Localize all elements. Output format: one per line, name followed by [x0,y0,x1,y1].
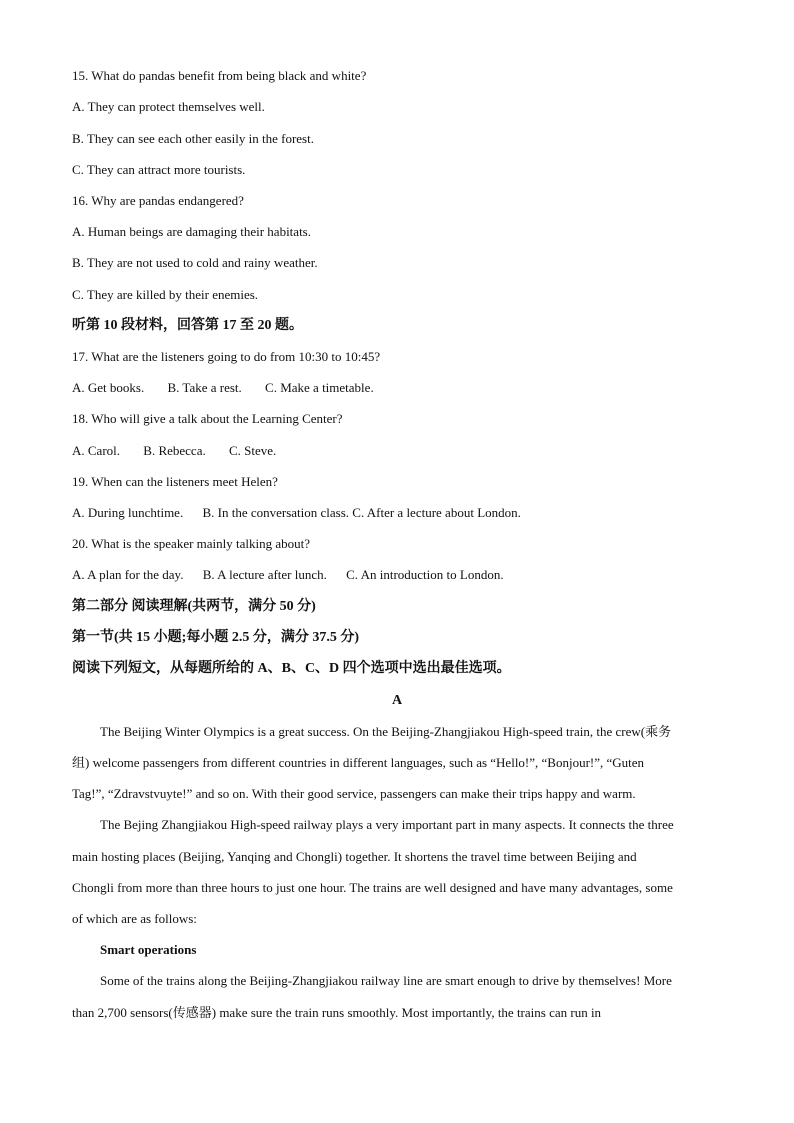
q18-option-b: B. Rebecca. [143,443,206,458]
reading-instruction: 阅读下列短文，从每题所给的 A、B、C、D 四个选项中选出最佳选项。 [72,661,511,676]
q15-option-c: C. They can attract more tourists. [72,162,246,177]
passage-line: The Bejing Zhangjiakou High-speed railway plays a very important part in many aspects. It connects the three [100,817,674,832]
question-17: 17. What are the listeners going to do from 10:30 to 10:45? [72,349,381,364]
passage-line: Chongli from more than three hours to just one hour. The trains are well designed and have many advantages, some [72,880,673,895]
passage-line: main hosting places (Beijing, Yanqing and Chongli) together. It shortens the travel time between Beijing and [72,849,637,864]
section-10-heading: 听第 10 段材料，回答第 17 至 20 题。 [72,318,303,333]
question-16: 16. Why are pandas endangered? [72,193,244,208]
q19-option-a: A. During lunchtime. [72,505,184,520]
section-one-heading: 第一节(共 15 小题;每小题 2.5 分，满分 37.5 分) [72,630,359,645]
q17-options [72,378,374,398]
passage-line: of which are as follows: [72,911,197,926]
q19-options [72,503,521,523]
q20-option-a: A. A plan for the day. [72,567,184,582]
passage-label: A [391,693,403,708]
passage-line: The Beijing Winter Olympics is a great success. On the Beijing-Zhangjiakou High-speed train, the crew(乘务 [100,724,672,739]
q17-option-b: B. Take a rest. [167,380,242,395]
part-two-heading: 第二部分 阅读理解(共两节，满分 50 分) [72,599,316,614]
question-15: 15. What do pandas benefit from being black and white? [72,68,367,83]
q18-option-c: C. Steve. [228,443,277,458]
passage-line: Tag!”, “Zdravstvuyte!” and so on. With their good service, passengers can make their trips happy and warm. [72,786,636,801]
question-19: 19. When can the listeners meet Helen? [72,474,278,489]
passage-line: than 2,700 sensors(传感器) make sure the train runs smoothly. Most importantly, the trains can run in [72,1005,602,1020]
q18-options [72,441,276,461]
q16-option-c: C. They are killed by their enemies. [72,287,259,302]
q17-option-a: A. Get books. [72,380,145,395]
q20-option-b: B. A lecture after lunch. [202,567,327,582]
q18-option-a: A. Carol. [72,443,121,458]
q15-option-a: A. They can protect themselves well. [72,99,265,114]
passage-line: 组) welcome passengers from different countries in different languages, such as “Hello!”, “Bonjour!”, “Guten [72,755,645,770]
q20-options [72,565,504,585]
q19-option-b: B. In the conversation class. [202,505,350,520]
q20-option-c: C. An introduction to London. [346,567,504,582]
q15-option-b: B. They can see each other easily in the forest. [72,131,314,146]
question-20: 20. What is the speaker mainly talking about? [72,536,311,551]
q16-option-a: A. Human beings are damaging their habitats. [72,224,311,239]
question-18: 18. Who will give a talk about the Learning Center? [72,411,343,426]
subheading-smart-operations: Smart operations [100,942,197,957]
passage-line: Some of the trains along the Beijing-Zhangjiakou railway line are smart enough to drive by themselves! More [100,973,672,988]
q16-option-b: B. They are not used to cold and rainy weather. [72,255,318,270]
q17-option-c: C. Make a timetable. [265,380,374,395]
q19-option-c: C. After a lecture about London. [352,505,521,520]
